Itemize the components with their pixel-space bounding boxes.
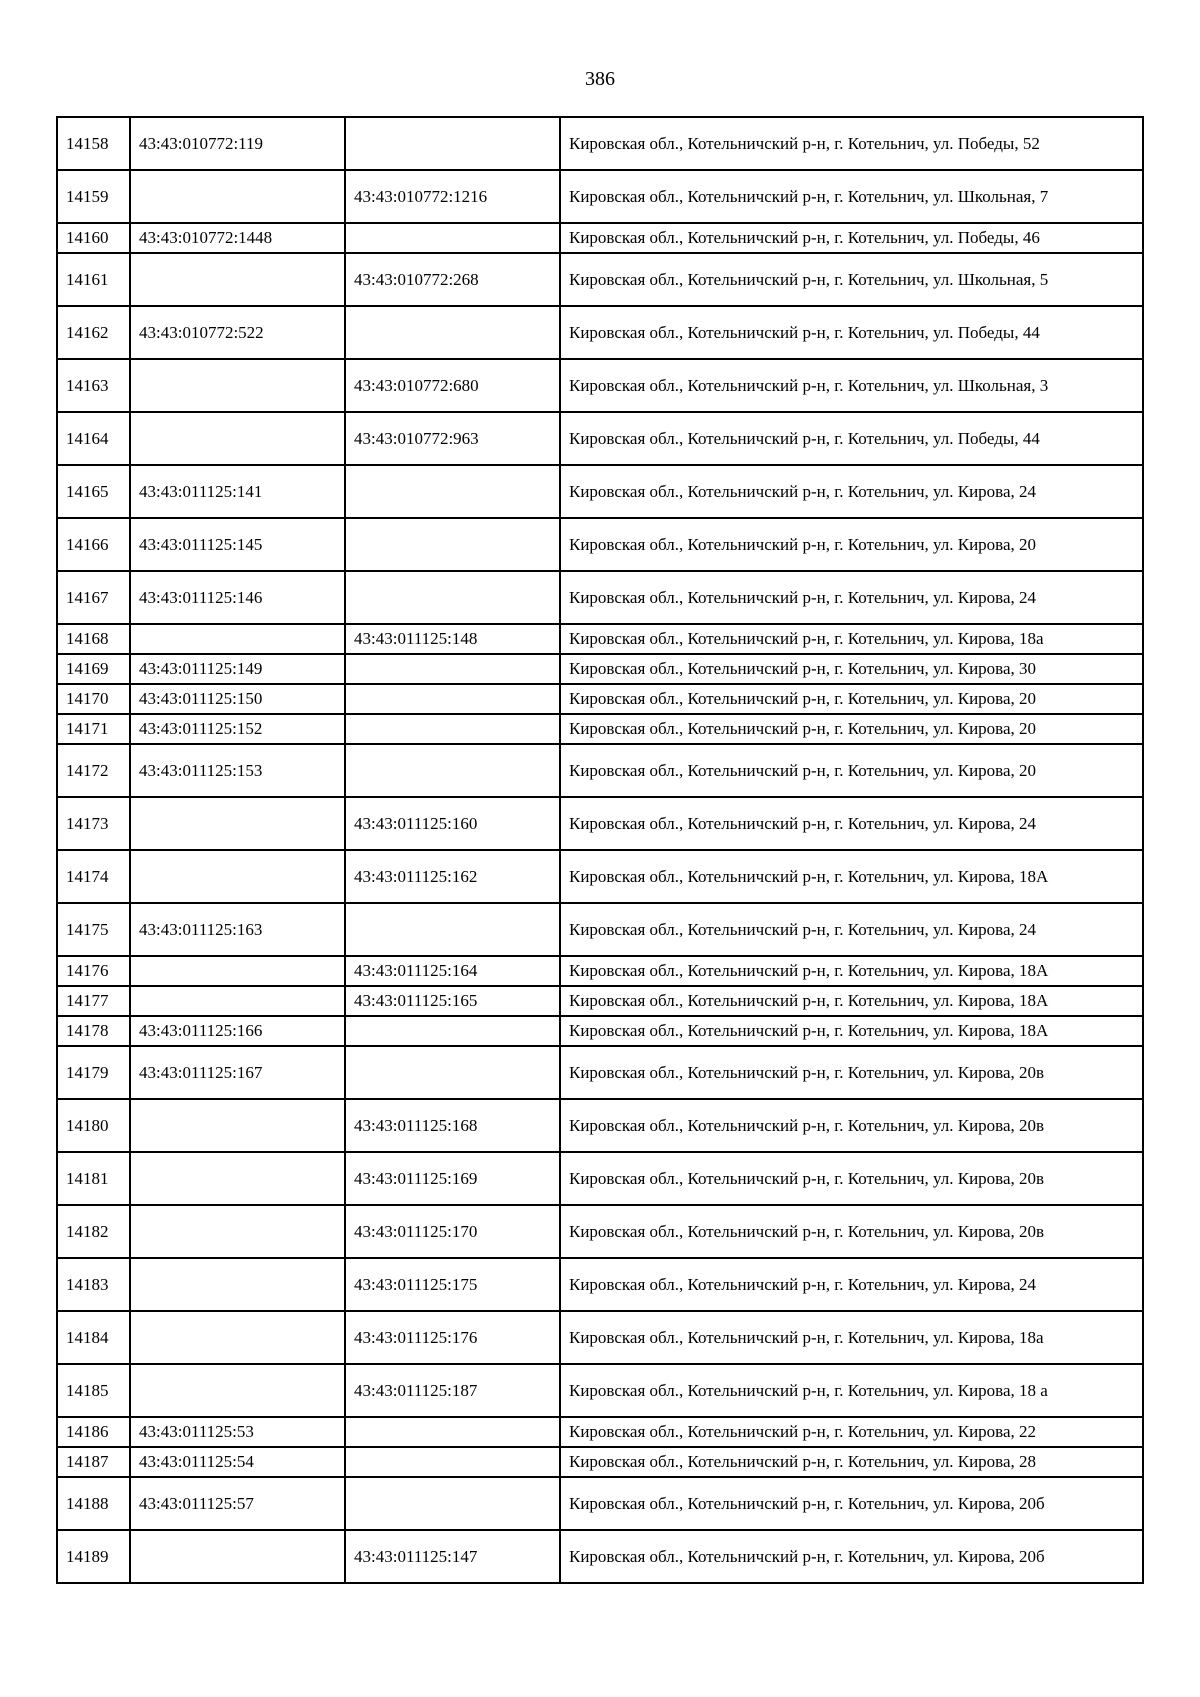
cadastral-number-cell [130,1152,345,1205]
table-row [57,1016,1143,1046]
row-number-cell: 14172 [57,744,130,797]
table-row [57,518,1143,571]
table-row [57,117,1143,170]
row-number-cell: 14185 [57,1364,130,1417]
related-cadastral-number-cell [345,744,560,797]
table-row [57,1364,1143,1417]
row-number-cell: 14163 [57,359,130,412]
row-number-cell: 14160 [57,223,130,253]
address-cell: Кировская обл., Котельничский р-н, г. Котельнич, ул. Школьная, 7 [560,170,1143,223]
table-row [57,223,1143,253]
cadastral-number-cell: 43:43:011125:167 [130,1046,345,1099]
related-cadastral-number-cell [345,1046,560,1099]
row-number-cell: 14184 [57,1311,130,1364]
cadastral-number-cell [130,986,345,1016]
address-cell: Кировская обл., Котельничский р-н, г. Котельнич, ул. Кирова, 18А [560,1016,1143,1046]
cadastral-number-cell: 43:43:010772:1448 [130,223,345,253]
related-cadastral-number-cell [345,654,560,684]
address-cell: Кировская обл., Котельничский р-н, г. Котельнич, ул. Кирова, 30 [560,654,1143,684]
row-number-cell: 14174 [57,850,130,903]
table-row [57,1152,1143,1205]
cadastral-number-cell [130,1364,345,1417]
table-row [57,1258,1143,1311]
address-cell: Кировская обл., Котельничский р-н, г. Котельнич, ул. Кирова, 18а [560,1311,1143,1364]
table-row [57,1530,1143,1583]
row-number-cell: 14161 [57,253,130,306]
address-cell: Кировская обл., Котельничский р-н, г. Котельнич, ул. Кирова, 20в [560,1099,1143,1152]
related-cadastral-number-cell: 43:43:011125:148 [345,624,560,654]
row-number-cell: 14175 [57,903,130,956]
related-cadastral-number-cell: 43:43:010772:680 [345,359,560,412]
cadastral-number-cell [130,1258,345,1311]
table-row [57,465,1143,518]
cadastral-number-cell [130,412,345,465]
table-row [57,744,1143,797]
address-cell: Кировская обл., Котельничский р-н, г. Котельнич, ул. Кирова, 20 [560,518,1143,571]
table-row [57,1046,1143,1099]
related-cadastral-number-cell [345,117,560,170]
row-number-cell: 14178 [57,1016,130,1046]
address-cell: Кировская обл., Котельничский р-н, г. Котельнич, ул. Кирова, 18а [560,624,1143,654]
cadastral-number-cell [130,624,345,654]
address-cell: Кировская обл., Котельничский р-н, г. Котельнич, ул. Кирова, 20в [560,1046,1143,1099]
related-cadastral-number-cell: 43:43:011125:160 [345,797,560,850]
cadastral-number-cell [130,1311,345,1364]
related-cadastral-number-cell: 43:43:010772:268 [345,253,560,306]
table-row [57,684,1143,714]
row-number-cell: 14164 [57,412,130,465]
address-cell: Кировская обл., Котельничский р-н, г. Котельнич, ул. Школьная, 3 [560,359,1143,412]
row-number-cell: 14170 [57,684,130,714]
row-number-cell: 14188 [57,1477,130,1530]
address-cell: Кировская обл., Котельничский р-н, г. Котельнич, ул. Победы, 46 [560,223,1143,253]
address-cell: Кировская обл., Котельничский р-н, г. Котельнич, ул. Победы, 44 [560,412,1143,465]
table-row [57,850,1143,903]
row-number-cell: 14166 [57,518,130,571]
cadastral-number-cell [130,797,345,850]
registry-table-body [57,117,1143,1583]
cadastral-number-cell: 43:43:011125:150 [130,684,345,714]
related-cadastral-number-cell: 43:43:011125:164 [345,956,560,986]
row-number-cell: 14162 [57,306,130,359]
cadastral-number-cell: 43:43:011125:152 [130,714,345,744]
row-number-cell: 14168 [57,624,130,654]
related-cadastral-number-cell [345,714,560,744]
table-row [57,1099,1143,1152]
row-number-cell: 14167 [57,571,130,624]
address-cell: Кировская обл., Котельничский р-н, г. Котельнич, ул. Кирова, 20 [560,714,1143,744]
address-cell: Кировская обл., Котельничский р-н, г. Котельнич, ул. Кирова, 20 [560,744,1143,797]
address-cell: Кировская обл., Котельничский р-н, г. Котельнич, ул. Кирова, 24 [560,571,1143,624]
row-number-cell: 14187 [57,1447,130,1477]
cadastral-number-cell [130,956,345,986]
table-row [57,956,1143,986]
address-cell: Кировская обл., Котельничский р-н, г. Котельнич, ул. Кирова, 18А [560,986,1143,1016]
related-cadastral-number-cell [345,518,560,571]
row-number-cell: 14189 [57,1530,130,1583]
row-number-cell: 14180 [57,1099,130,1152]
row-number-cell: 14181 [57,1152,130,1205]
address-cell: Кировская обл., Котельничский р-н, г. Котельнич, ул. Кирова, 24 [560,797,1143,850]
table-row [57,654,1143,684]
cadastral-number-cell [130,1099,345,1152]
cadastral-number-cell [130,850,345,903]
related-cadastral-number-cell: 43:43:011125:147 [345,1530,560,1583]
address-cell: Кировская обл., Котельничский р-н, г. Котельнич, ул. Победы, 52 [560,117,1143,170]
address-cell: Кировская обл., Котельничский р-н, г. Котельнич, ул. Кирова, 18 а [560,1364,1143,1417]
related-cadastral-number-cell: 43:43:010772:1216 [345,170,560,223]
cadastral-number-cell [130,170,345,223]
related-cadastral-number-cell [345,903,560,956]
address-cell: Кировская обл., Котельничский р-н, г. Котельнич, ул. Кирова, 24 [560,465,1143,518]
address-cell: Кировская обл., Котельничский р-н, г. Котельнич, ул. Победы, 44 [560,306,1143,359]
row-number-cell: 14183 [57,1258,130,1311]
related-cadastral-number-cell [345,465,560,518]
row-number-cell: 14159 [57,170,130,223]
related-cadastral-number-cell [345,1016,560,1046]
address-cell: Кировская обл., Котельничский р-н, г. Котельнич, ул. Кирова, 18А [560,850,1143,903]
related-cadastral-number-cell [345,684,560,714]
row-number-cell: 14182 [57,1205,130,1258]
table-row [57,1311,1143,1364]
address-cell: Кировская обл., Котельничский р-н, г. Котельнич, ул. Кирова, 24 [560,903,1143,956]
cadastral-number-cell [130,1530,345,1583]
cadastral-number-cell: 43:43:010772:119 [130,117,345,170]
address-cell: Кировская обл., Котельничский р-н, г. Котельнич, ул. Кирова, 28 [560,1447,1143,1477]
cadastral-number-cell: 43:43:011125:153 [130,744,345,797]
page-number: 386 [585,68,615,90]
related-cadastral-number-cell: 43:43:011125:162 [345,850,560,903]
cadastral-number-cell: 43:43:011125:166 [130,1016,345,1046]
table-row [57,1447,1143,1477]
table-row [57,797,1143,850]
registry-table [56,116,1144,1584]
related-cadastral-number-cell: 43:43:010772:963 [345,412,560,465]
related-cadastral-number-cell [345,1417,560,1447]
cadastral-number-cell: 43:43:011125:149 [130,654,345,684]
related-cadastral-number-cell: 43:43:011125:165 [345,986,560,1016]
cadastral-number-cell [130,359,345,412]
cadastral-number-cell: 43:43:011125:57 [130,1477,345,1530]
cadastral-number-cell: 43:43:010772:522 [130,306,345,359]
row-number-cell: 14186 [57,1417,130,1447]
address-cell: Кировская обл., Котельничский р-н, г. Котельнич, ул. Кирова, 18А [560,956,1143,986]
table-row [57,903,1143,956]
address-cell: Кировская обл., Котельничский р-н, г. Котельнич, ул. Кирова, 24 [560,1258,1143,1311]
row-number-cell: 14158 [57,117,130,170]
table-row [57,253,1143,306]
row-number-cell: 14169 [57,654,130,684]
table-row [57,1417,1143,1447]
table-row [57,306,1143,359]
cadastral-number-cell: 43:43:011125:163 [130,903,345,956]
related-cadastral-number-cell [345,306,560,359]
related-cadastral-number-cell: 43:43:011125:169 [345,1152,560,1205]
related-cadastral-number-cell [345,1477,560,1530]
cadastral-number-cell: 43:43:011125:146 [130,571,345,624]
address-cell: Кировская обл., Котельничский р-н, г. Котельнич, ул. Кирова, 20б [560,1530,1143,1583]
row-number-cell: 14173 [57,797,130,850]
address-cell: Кировская обл., Котельничский р-н, г. Котельнич, ул. Кирова, 20 [560,684,1143,714]
row-number-cell: 14177 [57,986,130,1016]
related-cadastral-number-cell: 43:43:011125:170 [345,1205,560,1258]
cadastral-number-cell: 43:43:011125:145 [130,518,345,571]
related-cadastral-number-cell [345,571,560,624]
related-cadastral-number-cell [345,1447,560,1477]
address-cell: Кировская обл., Котельничский р-н, г. Котельнич, ул. Кирова, 20в [560,1205,1143,1258]
table-row [57,571,1143,624]
row-number-cell: 14171 [57,714,130,744]
table-row [57,1205,1143,1258]
related-cadastral-number-cell: 43:43:011125:187 [345,1364,560,1417]
table-row [57,1477,1143,1530]
cadastral-number-cell [130,253,345,306]
address-cell: Кировская обл., Котельничский р-н, г. Котельнич, ул. Кирова, 20б [560,1477,1143,1530]
address-cell: Кировская обл., Котельничский р-н, г. Котельнич, ул. Школьная, 5 [560,253,1143,306]
related-cadastral-number-cell [345,223,560,253]
table-row [57,359,1143,412]
row-number-cell: 14165 [57,465,130,518]
table-row [57,624,1143,654]
row-number-cell: 14176 [57,956,130,986]
table-row [57,412,1143,465]
row-number-cell: 14179 [57,1046,130,1099]
table-row [57,986,1143,1016]
cadastral-number-cell: 43:43:011125:53 [130,1417,345,1447]
cadastral-number-cell: 43:43:011125:54 [130,1447,345,1477]
address-cell: Кировская обл., Котельничский р-н, г. Котельнич, ул. Кирова, 22 [560,1417,1143,1447]
related-cadastral-number-cell: 43:43:011125:175 [345,1258,560,1311]
table-row [57,714,1143,744]
cadastral-number-cell [130,1205,345,1258]
related-cadastral-number-cell: 43:43:011125:168 [345,1099,560,1152]
table-row [57,170,1143,223]
related-cadastral-number-cell: 43:43:011125:176 [345,1311,560,1364]
cadastral-number-cell: 43:43:011125:141 [130,465,345,518]
address-cell: Кировская обл., Котельничский р-н, г. Котельнич, ул. Кирова, 20в [560,1152,1143,1205]
